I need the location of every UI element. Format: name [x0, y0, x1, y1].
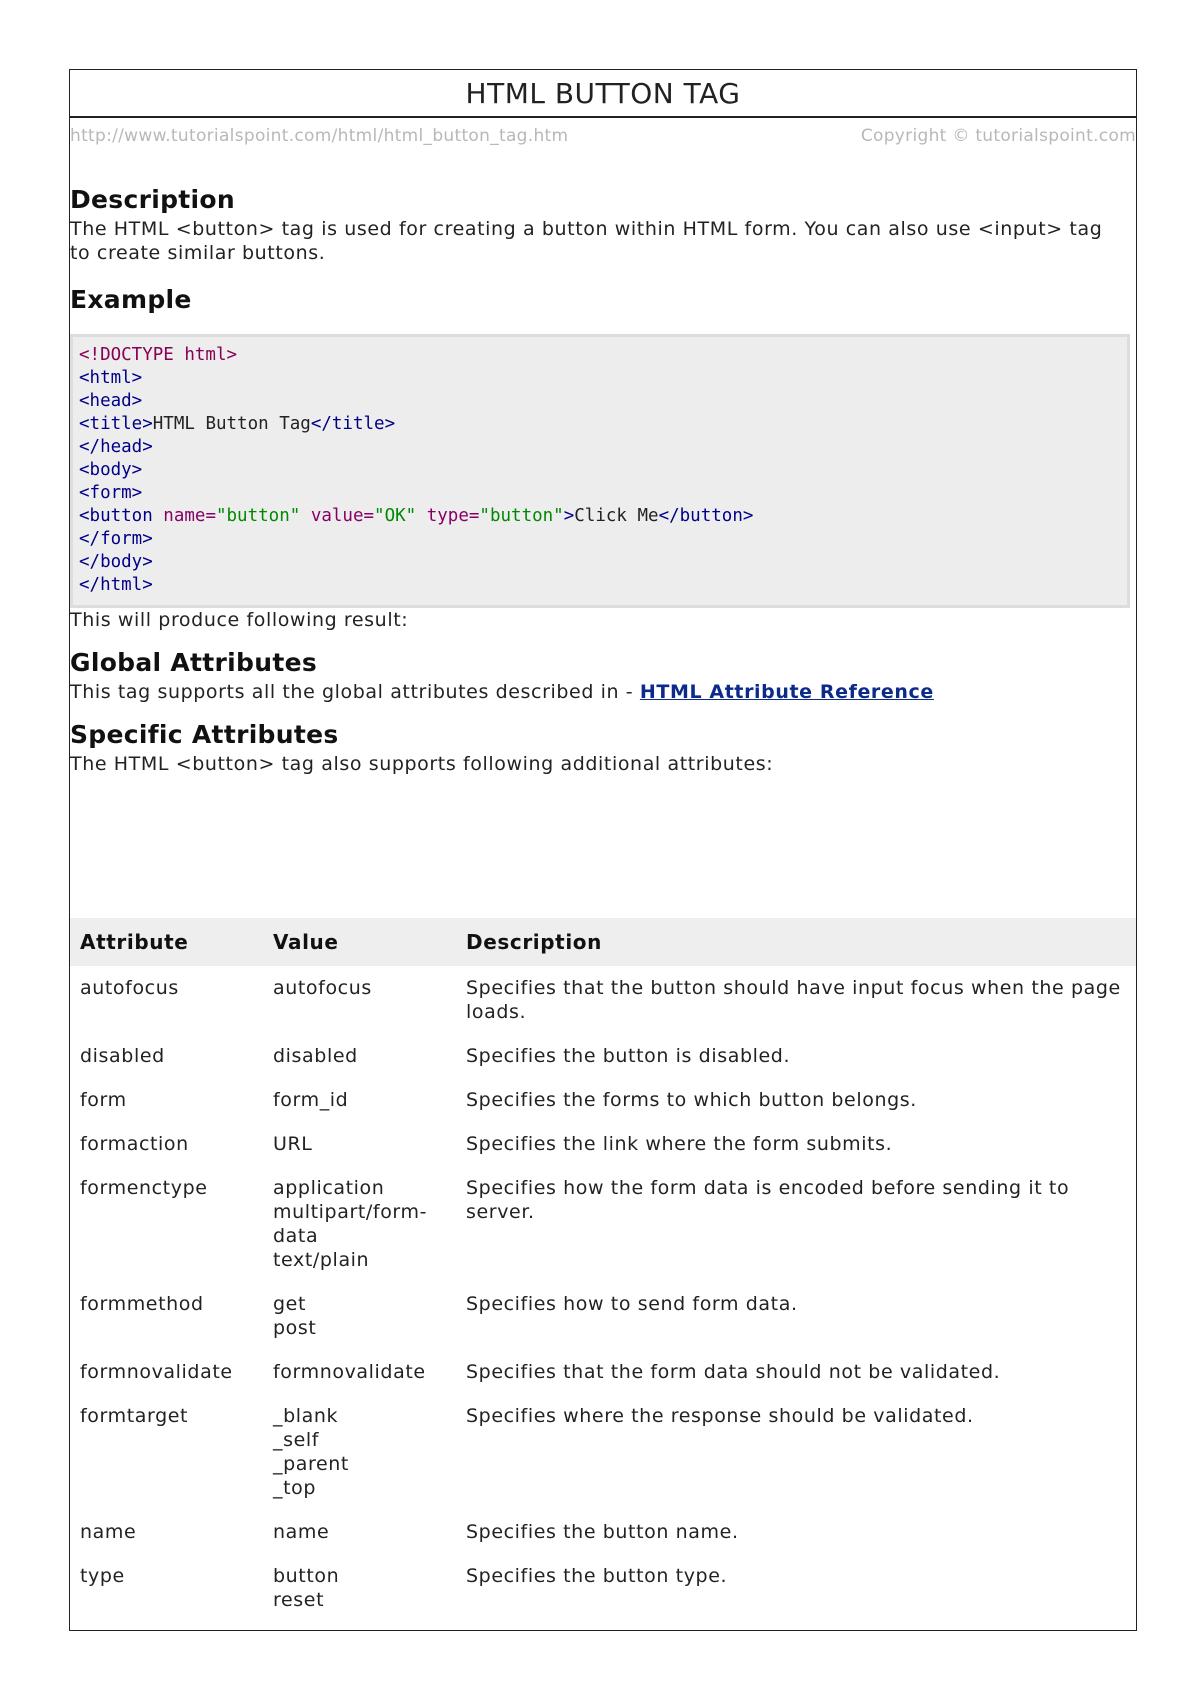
result-text: This will produce following result: — [70, 609, 409, 631]
cell-value: name — [273, 1521, 330, 1543]
cell-attribute: formtarget — [80, 1405, 189, 1427]
code-token: HTML Button Tag — [152, 414, 311, 434]
specific-attributes-heading: Specific Attributes — [70, 720, 339, 749]
table-row — [70, 1282, 1137, 1350]
code-example — [70, 334, 1130, 608]
code-token: "button" — [215, 506, 301, 526]
cell-value: formnovalidate — [273, 1361, 426, 1383]
code-line: <!DOCTYPE html> — [79, 345, 238, 365]
document-page — [69, 69, 1137, 1631]
code-token: </title> — [310, 414, 396, 434]
code-line — [79, 413, 1119, 436]
column-header-description: Description — [456, 918, 1137, 966]
code-line: <form> — [79, 483, 143, 503]
specific-attributes-text: The HTML <button> tag also supports following additional attributes: — [70, 753, 774, 775]
table-row — [70, 1394, 1137, 1510]
cell-value: disabled — [273, 1045, 358, 1067]
attribute-reference-link[interactable]: HTML Attribute Reference — [639, 681, 934, 703]
cell-description: Specifies how to send form data. — [466, 1293, 798, 1315]
code-line: </body> — [79, 552, 153, 572]
global-attributes-sentence: This tag supports all the global attributes described in - — [70, 681, 640, 703]
column-header-attribute: Attribute — [70, 918, 263, 966]
code-token: name= — [152, 506, 216, 526]
table-row — [70, 1078, 1137, 1122]
code-line: </html> — [79, 575, 153, 595]
cell-attribute: form — [80, 1089, 127, 1111]
cell-value: button reset — [273, 1565, 340, 1611]
table-row — [70, 1554, 1137, 1622]
cell-description: Specifies that the form data should not be validated. — [466, 1361, 1001, 1383]
page-meta-row — [70, 118, 1136, 154]
cell-attribute: formmethod — [80, 1293, 204, 1315]
copyright-notice: Copyright © tutorialspoint.com — [860, 126, 1136, 146]
description-heading: Description — [70, 185, 235, 214]
code-token: <title> — [79, 414, 153, 434]
cell-description: Specifies where the response should be validated. — [466, 1405, 974, 1427]
cell-description: Specifies the button name. — [466, 1521, 739, 1543]
table-row — [70, 1166, 1137, 1282]
table-row — [70, 1034, 1137, 1078]
code-token: "button" — [479, 506, 564, 526]
example-heading: Example — [70, 285, 192, 314]
cell-description: Specifies that the button should have input focus when the page loads. — [466, 977, 1121, 1023]
code-token: type= — [416, 506, 480, 526]
attributes-table — [70, 918, 1137, 1622]
code-line: </form> — [79, 529, 153, 549]
code-token: Click Me — [574, 506, 659, 526]
table-row — [70, 1510, 1137, 1554]
cell-description: Specifies the button is disabled. — [466, 1045, 791, 1067]
cell-value: autofocus — [273, 977, 372, 999]
table-header-row — [70, 918, 1137, 966]
cell-attribute: type — [80, 1565, 125, 1587]
document-body — [70, 185, 1136, 776]
cell-value: application multipart/form-data text/plain — [273, 1177, 428, 1271]
table-row — [70, 1350, 1137, 1394]
cell-value: form_id — [273, 1089, 349, 1111]
cell-attribute: autofocus — [80, 977, 179, 999]
code-token: <button — [79, 506, 153, 526]
cell-value: URL — [273, 1133, 313, 1155]
cell-description: Specifies the link where the form submits. — [466, 1133, 893, 1155]
code-token: value= — [300, 506, 375, 526]
cell-attribute: formnovalidate — [80, 1361, 233, 1383]
cell-attribute: formenctype — [80, 1177, 208, 1199]
description-text: The HTML <button> tag is used for creating a button within HTML form. You can also use <input> tag to create similar buttons. — [70, 218, 1103, 264]
page-title: HTML BUTTON TAG — [70, 70, 1136, 118]
cell-attribute: name — [80, 1521, 137, 1543]
code-line: <html> — [79, 368, 143, 388]
table-row — [70, 1122, 1137, 1166]
cell-value: get post — [273, 1293, 317, 1339]
code-line: <head> — [79, 391, 143, 411]
code-line: </head> — [79, 437, 153, 457]
cell-description: Specifies the forms to which button belongs. — [466, 1089, 917, 1111]
global-attributes-text — [70, 680, 1136, 704]
cell-description: Specifies the button type. — [466, 1565, 728, 1587]
code-token: > — [563, 506, 575, 526]
cell-value: _blank _self _parent _top — [273, 1405, 349, 1499]
cell-attribute: disabled — [80, 1045, 165, 1067]
code-line: <body> — [79, 460, 143, 480]
code-line — [79, 505, 1119, 528]
table-body — [70, 966, 1137, 1622]
code-token: </button> — [658, 506, 754, 526]
source-url[interactable]: http://www.tutorialspoint.com/html/html_button_tag.htm — [70, 126, 569, 146]
cell-attribute: formaction — [80, 1133, 189, 1155]
code-token: "OK" — [374, 506, 417, 526]
column-header-value: Value — [263, 918, 456, 966]
table-row — [70, 966, 1137, 1034]
global-attributes-heading: Global Attributes — [70, 648, 318, 677]
cell-description: Specifies how the form data is encoded before sending it to server. — [466, 1177, 1070, 1223]
